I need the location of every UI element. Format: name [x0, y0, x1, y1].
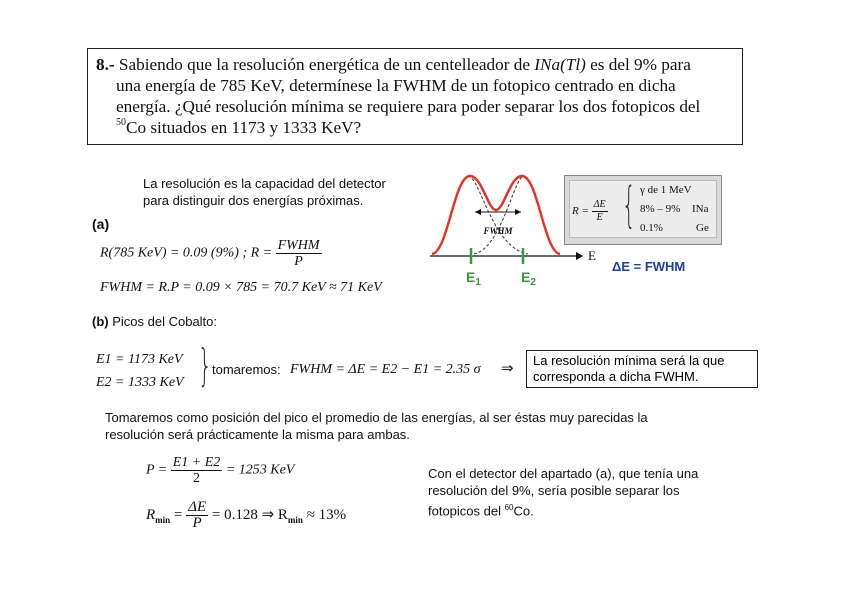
- r-symbol: R: [146, 506, 156, 523]
- e2-label: [521, 269, 536, 286]
- fwhm-label: FWHM: [483, 226, 513, 236]
- table-row-ge-material: Ge: [696, 222, 709, 234]
- conclusion-line-1: Con el detector del apartado (a), que tenía una: [428, 466, 699, 481]
- definition-line-2: para distinguir dos energías próximas.: [143, 193, 364, 208]
- fraction-numerator: ΔE: [593, 199, 606, 210]
- problem-line-1: [96, 54, 732, 75]
- delta-e-over-e-fraction: [592, 199, 608, 224]
- fwhm-sigma-formula: FWHM = ΔE = E2 − E1 = 2.35 σ: [290, 362, 481, 377]
- isotope-mass-number: 60: [504, 503, 514, 512]
- equation-text: R(785 KeV) = 0.09 (9%) ; R =: [100, 245, 276, 261]
- e1-value: E1 = 1173 KeV: [96, 352, 183, 367]
- conclusion-text-end: Co.: [513, 503, 534, 519]
- table-row-ge-value: 0.1%: [640, 222, 663, 234]
- e1-letter: E: [466, 269, 476, 285]
- fwhm-arrow-left: [475, 209, 481, 215]
- tomaremos-label: tomaremos:: [212, 362, 281, 377]
- part-a-label: (a): [92, 216, 110, 232]
- isotope-mass-number: 50: [116, 117, 126, 129]
- e2-subscript: 2: [530, 277, 536, 286]
- resolution-equation: [100, 238, 322, 269]
- fraction-denominator: E: [596, 212, 603, 223]
- mean-energy-equation: [146, 455, 294, 486]
- paragraph-line-2: resolución será prácticamente la misma para ambas.: [105, 427, 410, 442]
- p-symbol: P =: [146, 462, 171, 478]
- equals-sign: =: [170, 506, 187, 523]
- minimum-resolution-equation: [146, 500, 346, 531]
- problem-line-3: energía. ¿Qué resolución mínima se requiere para poder separar los dos fotopicos del: [116, 97, 701, 116]
- fwhm-over-p-fraction: [276, 238, 322, 269]
- fraction-numerator: E1 + E2: [172, 455, 221, 470]
- r-result-value: ≈ 13%: [302, 506, 347, 523]
- table-brace: {: [622, 177, 636, 233]
- e1-label: [466, 269, 481, 286]
- fwhm-equation: FWHM = R.P = 0.09 × 785 = 70.7 KeV ≈ 71 KeV: [100, 280, 382, 295]
- table-row-ina-material: INa: [692, 203, 709, 215]
- resolution-definition: [572, 199, 608, 224]
- conclusion-text: fotopicos del: [428, 503, 505, 519]
- r-symbol: R =: [572, 205, 592, 218]
- problem-text: Co situados en 1173 y 1333 KeV?: [126, 118, 362, 137]
- paragraph-line-1: Tomaremos como posición del pico el promedio de las energías, al ser éstas muy parecidas la: [105, 410, 648, 425]
- fraction-denominator: 2: [193, 471, 201, 486]
- r-subscript: min: [155, 514, 171, 525]
- combined-peaks-curve: [432, 176, 560, 254]
- r-result-subscript: min: [287, 514, 303, 525]
- result-line-1: La resolución mínima será la que: [533, 353, 725, 368]
- part-b-title: Picos del Cobalto:: [112, 314, 218, 329]
- problem-line-4: [96, 117, 732, 138]
- p-result: = 1253 KeV: [222, 462, 295, 478]
- resolution-table: [564, 175, 722, 245]
- material-name: INa(Tl): [534, 55, 586, 74]
- resolution-table-panel: [569, 177, 717, 238]
- e1-subscript: 1: [475, 277, 481, 286]
- result-line-2: corresponda a dicha FWHM.: [533, 369, 699, 384]
- problem-number: 8.-: [96, 55, 115, 74]
- definition-line-1: La resolución es la capacidad del detector: [143, 176, 386, 191]
- table-row-ina-value: 8% – 9%: [640, 203, 681, 215]
- problem-line-2: una energía de 785 KeV, determínese la FWHM de un fotopico centrado en dicha: [116, 76, 676, 95]
- part-b-heading: [92, 314, 217, 330]
- problem-text: es del 9% para: [585, 55, 691, 74]
- energy-axis-label: E: [588, 248, 596, 263]
- r-result-text: = 0.128 ⇒ R: [208, 506, 288, 523]
- delta-e-over-p-fraction: [186, 500, 208, 531]
- fraction-numerator: ΔE: [188, 499, 207, 515]
- mean-energy-fraction: [171, 455, 223, 486]
- e2-value: E2 = 1333 KeV: [96, 375, 184, 390]
- axis-arrowhead: [576, 252, 583, 260]
- e2-letter: E: [521, 269, 531, 285]
- conclusion-line-2: resolución del 9%, sería posible separar los: [428, 483, 680, 498]
- table-row-gamma: γ de 1 MeV: [640, 184, 692, 196]
- conclusion-line-3: [428, 500, 534, 519]
- problem-text: Sabiendo que la resolución energética de un centelleador de: [118, 55, 535, 74]
- implies-arrow: ⇒: [501, 361, 514, 377]
- delta-e-equals-fwhm: ΔE = FWHM: [612, 259, 686, 274]
- minimum-resolution-box: [526, 350, 758, 388]
- fraction-numerator: FWHM: [277, 238, 320, 253]
- fraction-denominator: P: [192, 515, 202, 531]
- peak-1-tail-dashed: [468, 176, 528, 254]
- fwhm-arrow-right: [515, 209, 521, 215]
- part-b-label: (b): [92, 314, 109, 329]
- problem-statement-box: [87, 48, 743, 145]
- fraction-denominator: P: [294, 254, 303, 269]
- cobalt-brace: }: [198, 340, 212, 391]
